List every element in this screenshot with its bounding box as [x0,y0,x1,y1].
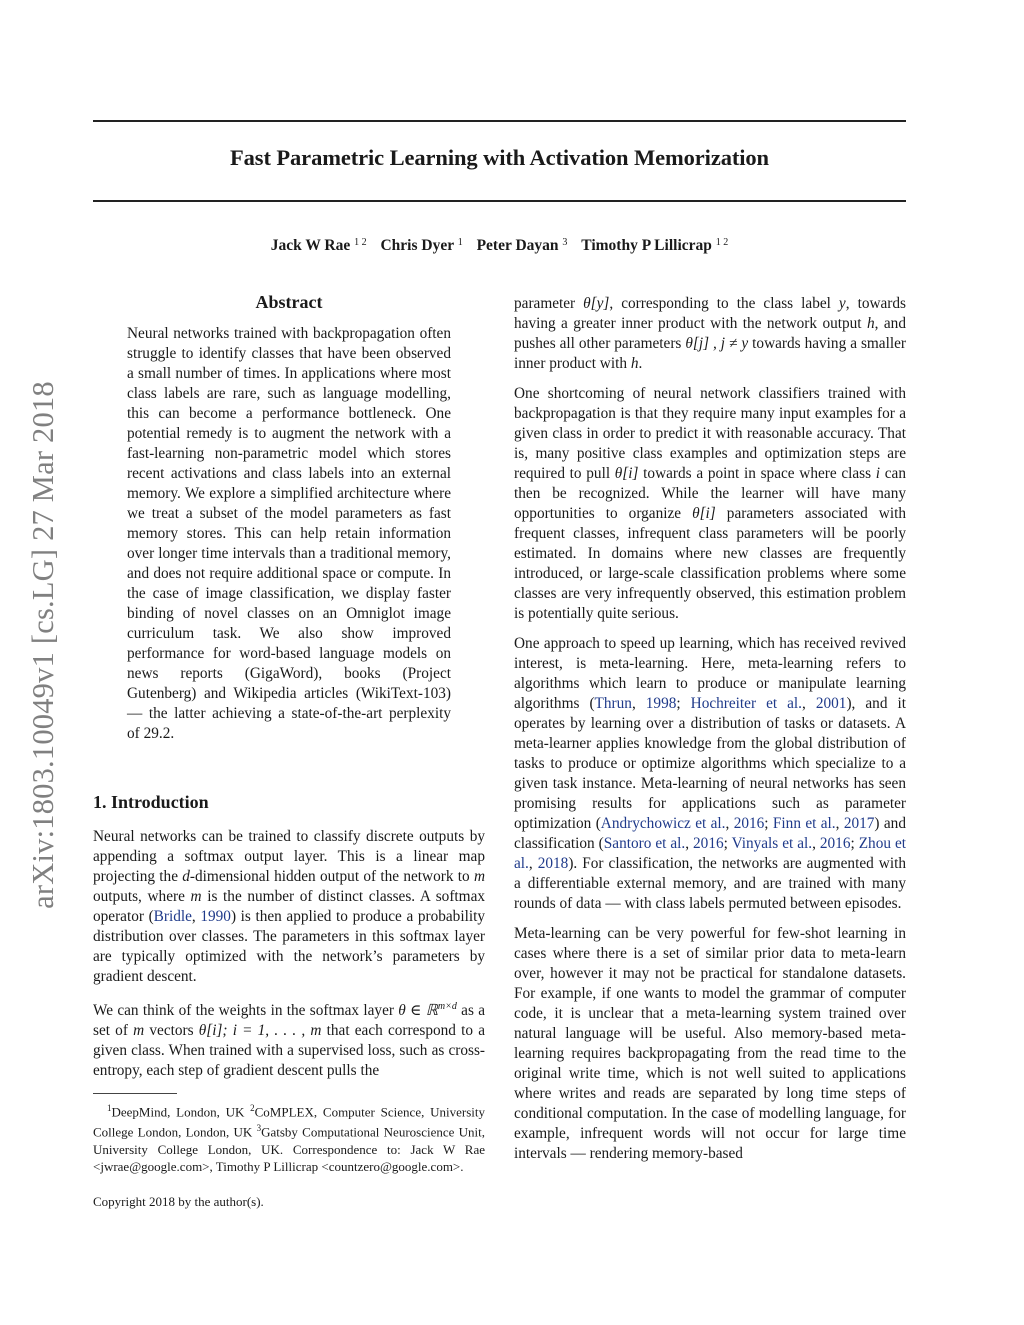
author [380,237,462,254]
body-paragraph: Meta-learning can be very powerful for few-shot learning in cases where there is a set of similar prior data to meta-learn over, however it may not be practical for standalone datasets. For example, if one wants to model the grammar of computer code, it is unclear that a meta-learning system trained over natural language will be useful. Also memory-based meta-learning requires backpropagating from the read time to the original write time, which is not well suited to applications where writes and reads are separated by long time steps of conditional computation. In the case of modelling language, for example, infrequent words will not occur for large time intervals — rendering memory-based [514,925,906,1162]
author-name: Timothy P Lillicrap [581,237,712,254]
title-rule-bottom [93,200,906,202]
citation-link[interactable]: 1998 [645,695,677,712]
paper-title: Fast Parametric Learning with Activation Memorization [230,145,769,170]
abstract-heading: Abstract [255,292,323,312]
citation-link[interactable]: 2016 [693,835,724,852]
citation-link[interactable]: Hochreiter et al. [690,695,802,712]
author-list [93,237,906,255]
citation-link[interactable]: 2016 [733,815,765,832]
citation-link[interactable]: 2017 [843,815,875,832]
copyright-notice: Copyright 2018 by the author(s). [93,1193,264,1209]
body-paragraph: parameter θ[y], corresponding to the class label y, towards having a greater inner product with the network output h, and pushes all other parameters θ[j] , j ≠ y towards having a smaller inner product with h. [514,295,906,372]
citation-link[interactable]: Andrychowicz et al. [600,815,726,832]
citation-link[interactable]: 1990 [200,908,231,925]
author [271,237,367,254]
body-paragraph: One shortcoming of neural network classifiers trained with backpropagation is that they require many input examples for a given class in order to predict it with reasonable accuracy. That is, many positive class examples and optimization steps are required to pull θ[i] towards a point in space where class i can then be recognized. While the learner will have many opportunities to organize θ[i] parameters associated with frequent classes, infrequent class parameters will be poorly estimated. In domains where new classes are frequently introduced, or large-scale classification problems where some classes are very infrequently observed, this estimation problem is potentially quite serious. [514,385,906,622]
footnote-divider [93,1093,177,1094]
author-affiliation: 1 2 [354,237,367,248]
body-paragraph: One approach to speed up learning, which has received revived interest, is meta-learning. Here, meta-learning refers to algorithms which learn to produce or manipulate learning algorithms (Thrun, 1998; Hochreiter et al., 2001), and it operates by learning over a distribution of tasks or datasets. A meta-learner applies knowledge from the global distribution of tasks to produce or optimize algorithms which specialize to a given task instance. Meta-learning of neural networks has seen promising results for applications such as parameter optimization (Andrychowicz et al., 2016; Finn et al., 2017) and classification (Santoro et al., 2016; Vinyals et al., 2016; Zhou et al., 2018). For classification, the networks are augmented with a differentiable external memory, and are trained with many rounds of data — with class labels permuted between episodes. [514,635,907,912]
citation-link[interactable]: Santoro et al. [603,835,686,852]
citation-link[interactable]: Thrun [594,695,632,712]
citation-link[interactable]: 2018 [537,855,569,872]
intro-paragraph-1: Neural networks can be trained to classify discrete outputs by appending a softmax output layer. This is a linear map projecting the d-dimensional hidden output of the network to m outputs, where m is the number of distinct classes. A softmax operator (Bridle, 1990) is then applied to produce a probability distribution over classes. The parameters in this softmax layer are typically optimized with the network’s parameters by gradient descent. [93,828,486,985]
affiliation-footnote: $^1$DeepMind, London, UK $^2$CoMPLEX, Computer Science, University College London, London, UK $^3$Gatsby Computational Neuroscience Unit, University College London, UK. Correspondence to: Jack W Rae <jwrae@google.com>, Timothy P Lillicrap <countzero@google.com>. [93,1103,486,1174]
left-column [93,290,485,1210]
citation-link[interactable]: 2001 [815,695,847,712]
author-affiliation: 3 [562,237,568,248]
intro-paragraph-2: We can think of the weights in the softmax layer θ ∈ ℝ$^{m\times d}$ as a set of m vectors θ[i]; i = 1, . . . , m that each correspond to a given class. When trained with a supervised loss, such as cross-entropy, each step of gradient descent pulls the [93,1001,486,1080]
arxiv-identifier-stamp: arXiv:1803.10049v1 [cs.LG] 27 Mar 2018 [26,381,60,909]
title-rule-top [93,120,906,122]
citation-link[interactable]: Finn et al. [772,815,836,832]
right-column [514,294,906,1174]
author-name: Peter Dayan [476,237,559,254]
author-affiliation: 1 2 [715,237,729,248]
section-heading-introduction: 1. Introduction [93,792,209,812]
abstract-body: Neural networks trained with backpropagation often struggle to identify classes that have been observed a small number of times. In applications where most class labels are rare, such as language modelling, this can become a performance bottleneck. One potential remedy is to augment the network with a fast-learning non-parametric model which stores recent activations and class labels into an external memory. We explore a simplified architecture where we treat a subset of the model parameters as fast memory stores. This can help retain information over longer time intervals than a traditional memory, and does not require additional space or compute. In the case of image classification, we display faster binding of novel classes on an Omniglot image curriculum task. We also show improved performance for word-based language models on news reports (GigaWord), books (Project Gutenberg) and Wikipedia articles (WikiText-103) — the latter achieving a state-of-the-art perplexity of 29.2. [127,325,451,742]
citation-link[interactable]: Zhou et al. [514,835,907,872]
author-affiliation: 1 [457,237,463,248]
citation-link[interactable]: Bridle [153,908,192,925]
author-name: Jack W Rae [270,237,351,254]
author [581,237,728,254]
citation-link[interactable]: Vinyals et al. [731,835,813,852]
author [477,237,568,254]
citation-link[interactable]: 2016 [819,835,851,852]
author-name: Chris Dyer [380,237,454,254]
